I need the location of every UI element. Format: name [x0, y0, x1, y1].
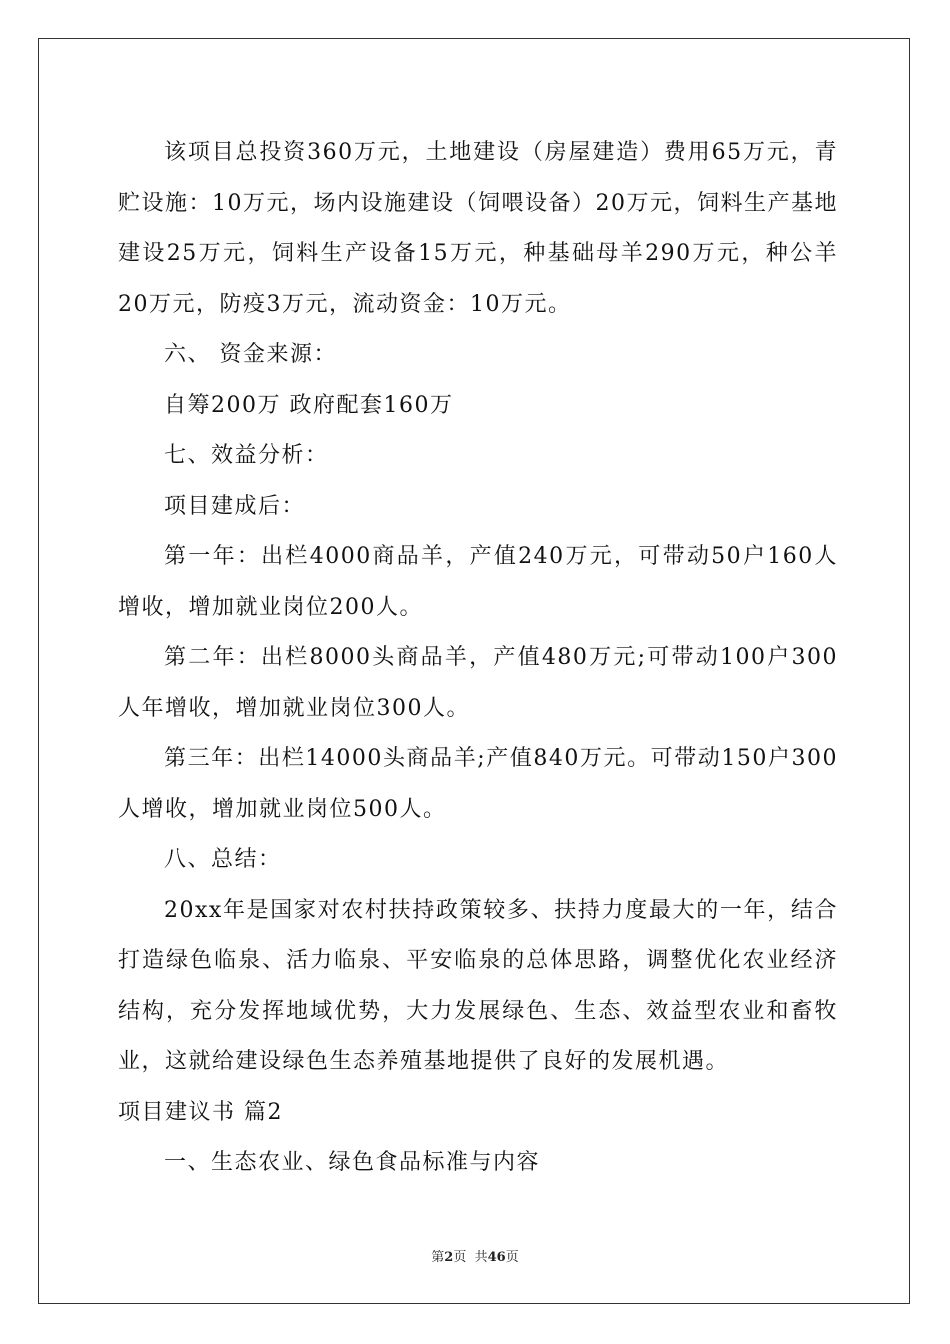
paragraph-funding: 自筹200万 政府配套160万: [164, 392, 454, 418]
page-footer: [0, 1246, 950, 1265]
paragraph-year-one: 第一年：出栏4000商品羊，产值240万元，可带动50户160人增收，增加就业岗位200人。: [118, 544, 838, 620]
heading-funding-source: 六、 资金来源：: [164, 342, 337, 367]
paragraph-investment: 该项目总投资360万元，土地建设（房屋建造）费用65万元，青贮设施：10万元，场内设施建设（饲喂设备）20万元，饲料生产基地建设25万元，饲料生产设备15万元，种基础母羊290万元，种公羊20万元，防疫3万元，流动资金：10万元。: [118, 140, 838, 317]
paragraph-summary: 20xx年是国家对农村扶持政策较多、扶持力度最大的一年，结合打造绿色临泉、活力临泉、平安临泉的总体思路，调整优化农业经济结构，充分发挥地域优势，大力发展绿色、生态、效益型农业和畜牧业，这就给建设绿色生态养殖基地提供了良好的发展机遇。: [118, 897, 838, 1074]
section-title-proposal-2: 项目建议书 篇2: [118, 1099, 283, 1125]
document-body: [118, 128, 838, 1189]
footer-suffix: 页: [505, 1250, 519, 1265]
paragraph-after-completion: 项目建成后：: [164, 493, 306, 519]
footer-total-pages: 46: [487, 1250, 506, 1265]
heading-summary: 八、总结：: [164, 847, 282, 872]
heading-ecological-agriculture: 一、生态农业、绿色食品标准与内容: [164, 1150, 541, 1175]
footer-page-number: 2: [444, 1250, 454, 1265]
paragraph-year-three: 第三年：出栏14000头商品羊;产值840万元。可带动150户300人增收，增加就业岗位500人。: [118, 746, 838, 822]
heading-benefit-analysis: 七、效益分析：: [164, 443, 329, 468]
paragraph-year-two: 第二年：出栏8000头商品羊，产值480万元;可带动100户300人年增收，增加就业岗位300人。: [118, 645, 838, 721]
footer-prefix: 第: [431, 1250, 445, 1265]
footer-mid: 页 共: [453, 1250, 488, 1265]
